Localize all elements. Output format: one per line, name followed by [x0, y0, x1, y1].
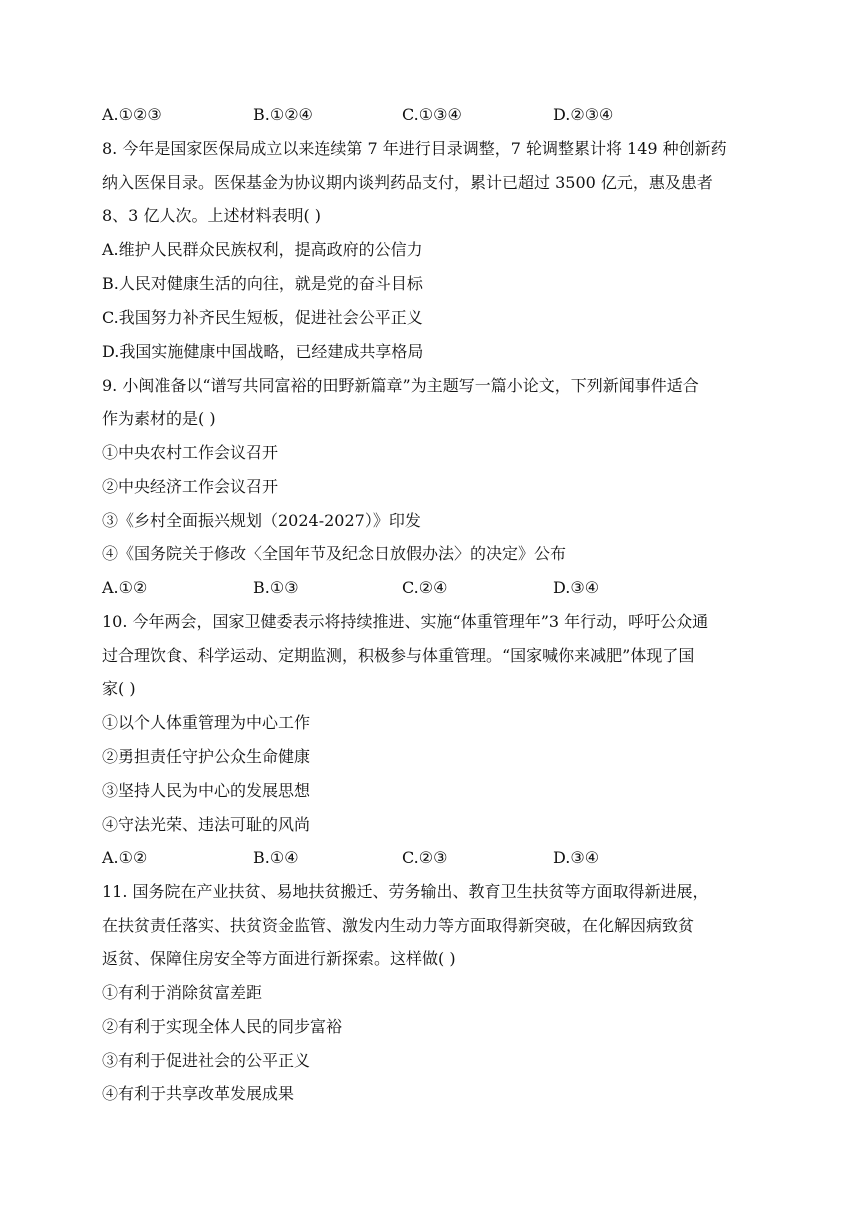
- q7-options: [102, 103, 782, 127]
- q8-stem-line-2: 纳入医保目录。医保基金为协议期内谈判药品支付，累计已超过 3500 亿元，惠及患者: [102, 173, 713, 192]
- q11-item-4: ④有利于共享改革发展成果: [102, 1084, 295, 1103]
- q9-item-4: ④《国务院关于修改〈全国年节及纪念日放假办法〉的决定》公布: [102, 544, 567, 563]
- q7-option-a[interactable]: A.①②③: [102, 105, 162, 124]
- q11-item-2: ②有利于实现全体人民的同步富裕: [102, 1017, 343, 1036]
- q8-stem-line-1: 8. 今年是国家医保局成立以来连续第 7 年进行目录调整，7 轮调整累计将 149 种创新药: [102, 139, 727, 158]
- q10-item-3: ③坚持人民为中心的发展思想: [102, 781, 311, 800]
- q9-item-3: ③《乡村全面振兴规划（2024-2027）》印发: [102, 511, 421, 530]
- q11-stem-line-1: 11. 国务院在产业扶贫、易地扶贫搬迁、劳务输出、教育卫生扶贫等方面取得新进展，: [102, 882, 709, 901]
- q8-choice-a[interactable]: A.维护人民群众民族权利，提高政府的公信力: [102, 240, 423, 259]
- q10-item-2: ②勇担责任守护公众生命健康: [102, 747, 311, 766]
- q10-option-d[interactable]: D.③④: [553, 848, 600, 867]
- q10-stem-line-1: 10. 今年两会，国家卫健委表示将持续推进、实施“体重管理年”3 年行动，呼吁公众通: [102, 612, 709, 631]
- q11-item-3: ③有利于促进社会的公平正义: [102, 1051, 311, 1070]
- q10-stem-line-2: 过合理饮食、科学运动、定期监测，积极参与体重管理。“国家喊你来减肥”体现了国: [102, 646, 695, 665]
- q11-stem-line-2: 在扶贫责任落实、扶贫资金监管、激发内生动力等方面取得新突破，在化解因病致贫: [102, 916, 695, 935]
- q10-option-c[interactable]: C.②③: [402, 848, 448, 867]
- q10-stem-line-3: 家( ): [102, 679, 136, 698]
- q7-option-c[interactable]: C.①③④: [402, 105, 462, 124]
- q9-options: [102, 576, 782, 600]
- q8-choice-d[interactable]: D.我国实施健康中国战略，已经建成共享格局: [102, 342, 424, 361]
- q9-item-1: ①中央农村工作会议召开: [102, 443, 279, 462]
- q7-option-b[interactable]: B.①②④: [253, 105, 313, 124]
- q8-choice-b[interactable]: B.人民对健康生活的向往，就是党的奋斗目标: [102, 274, 423, 293]
- q8-stem-line-3: 8、3 亿人次。上述材料表明( ): [102, 206, 322, 225]
- q11-item-1: ①有利于消除贫富差距: [102, 983, 263, 1002]
- q9-stem-line-2: 作为素材的是( ): [102, 409, 216, 428]
- q10-option-b[interactable]: B.①④: [253, 848, 299, 867]
- q10-item-1: ①以个人体重管理为中心工作: [102, 713, 311, 732]
- q10-option-a[interactable]: A.①②: [102, 848, 148, 867]
- q9-option-d[interactable]: D.③④: [553, 578, 600, 597]
- q8-choice-c[interactable]: C.我国努力补齐民生短板，促进社会公平正义: [102, 308, 423, 327]
- q11-stem-line-3: 返贫、保障住房安全等方面进行新探索。这样做( ): [102, 949, 456, 968]
- q9-option-a[interactable]: A.①②: [102, 578, 148, 597]
- q9-item-2: ②中央经济工作会议召开: [102, 477, 279, 496]
- q9-option-c[interactable]: C.②④: [402, 578, 448, 597]
- q7-option-d[interactable]: D.②③④: [553, 105, 614, 124]
- q10-options: [102, 846, 782, 870]
- q9-option-b[interactable]: B.①③: [253, 578, 299, 597]
- q9-stem-line-1: 9. 小闽准备以“谱写共同富裕的田野新篇章”为主题写一篇小论文，下列新闻事件适合: [102, 376, 699, 395]
- q10-item-4: ④守法光荣、违法可耻的风尚: [102, 815, 311, 834]
